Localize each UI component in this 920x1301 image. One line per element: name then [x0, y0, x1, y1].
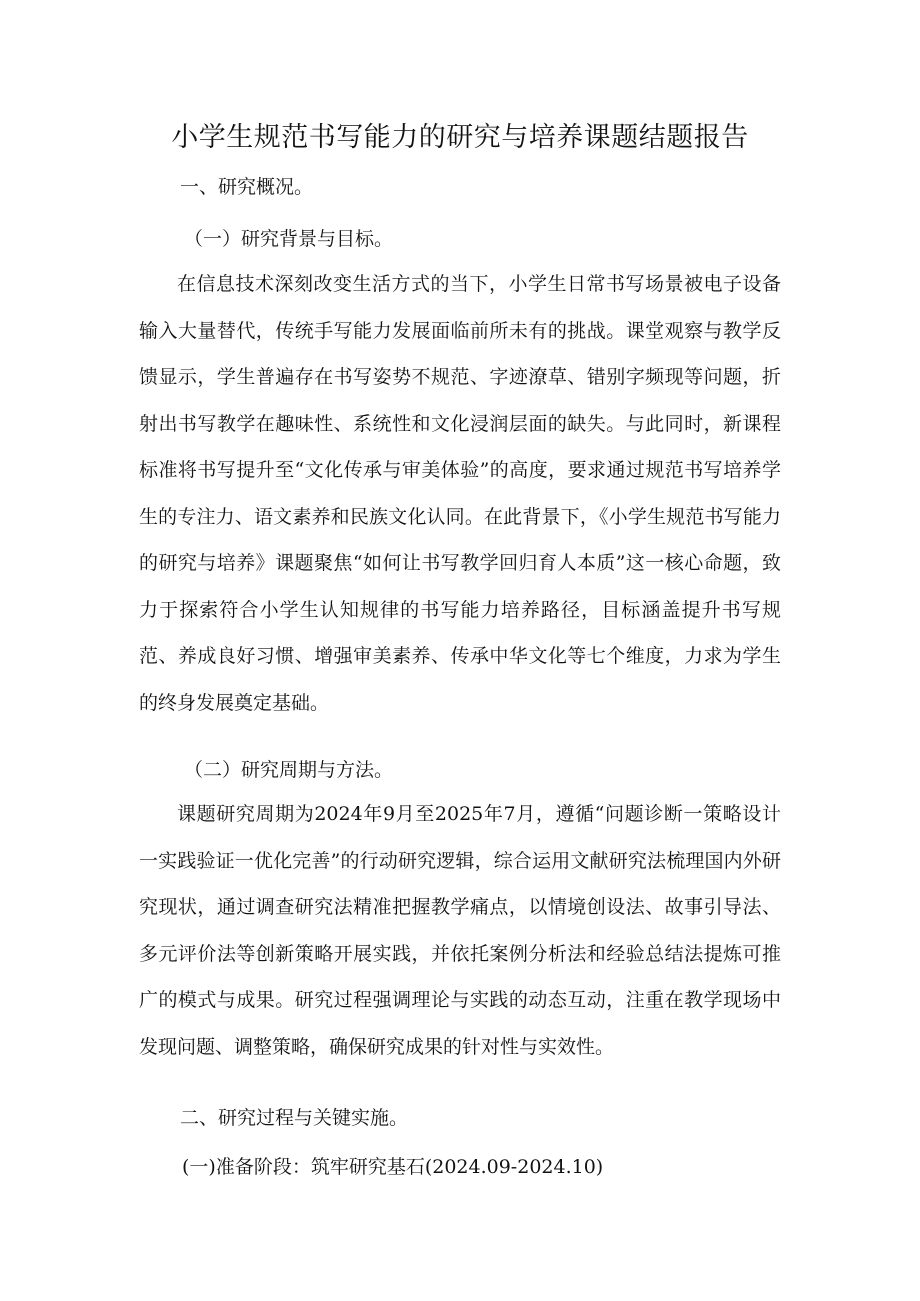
subsection-1-1-paragraph: 在信息技术深刻改变生活方式的当下，小学生日常书写场景被电子设备输入大量替代，传统手写能力发展面临前所未有的挑战。课堂观察与教学反馈显示，学生普遍存在书写姿势不规范、字迹潦草、错别字频现等问题，折射出书写教学在趣味性、系统性和文化浸润层面的缺失。与此同时，新课程标准将书写提升至“文化传承与审美体验”的高度，要求通过规范书写培养学生的专注力、语文素养和民族文化认同。在此背景下，《小学生规范书写能力的研究与培养》课题聚焦“如何让书写教学回归育人本质”这一核心命题，致力于探索符合小学生认知规律的书写能力培养路径，目标涵盖提升书写规范、养成良好习惯、增强审美素养、传承中华文化等七个维度，力求为学生的终身发展奠定基础。 — [139, 273, 781, 714]
section-2-heading: 二、研究过程与关键实施。 — [180, 1107, 409, 1129]
subsection-1-2-paragraph: 课题研究周期为2024年9月至2025年7月，遵循“问题诊断一策略设计一实践验证一优化完善”的行动研究逻辑，综合运用文献研究法梳理国内外研究现状，通过调查研究法精准把握教学痛点，以情境创设法、故事引导法、多元评价法等创新策略开展实践，并依托案例分析法和经验总结法提炼可推广的模式与成果。研究过程强调理论与实践的动态互动，注重在教学现场中发现问题、调整策略，确保研究成果的针对性与实效性。 — [139, 803, 781, 1058]
subsection-1-1-heading: （一）研究背景与目标。 — [184, 228, 394, 250]
document-title: 小学生规范书写能力的研究与培养课题结题报告 — [171, 122, 749, 153]
section-1-heading: 一、研究概况。 — [180, 176, 314, 198]
subsection-2-1-heading: (一)准备阶段：筑牢研究基石(2024.09-2024.10) — [182, 1156, 604, 1178]
subsection-1-2-heading: （二）研究周期与方法。 — [184, 759, 394, 781]
